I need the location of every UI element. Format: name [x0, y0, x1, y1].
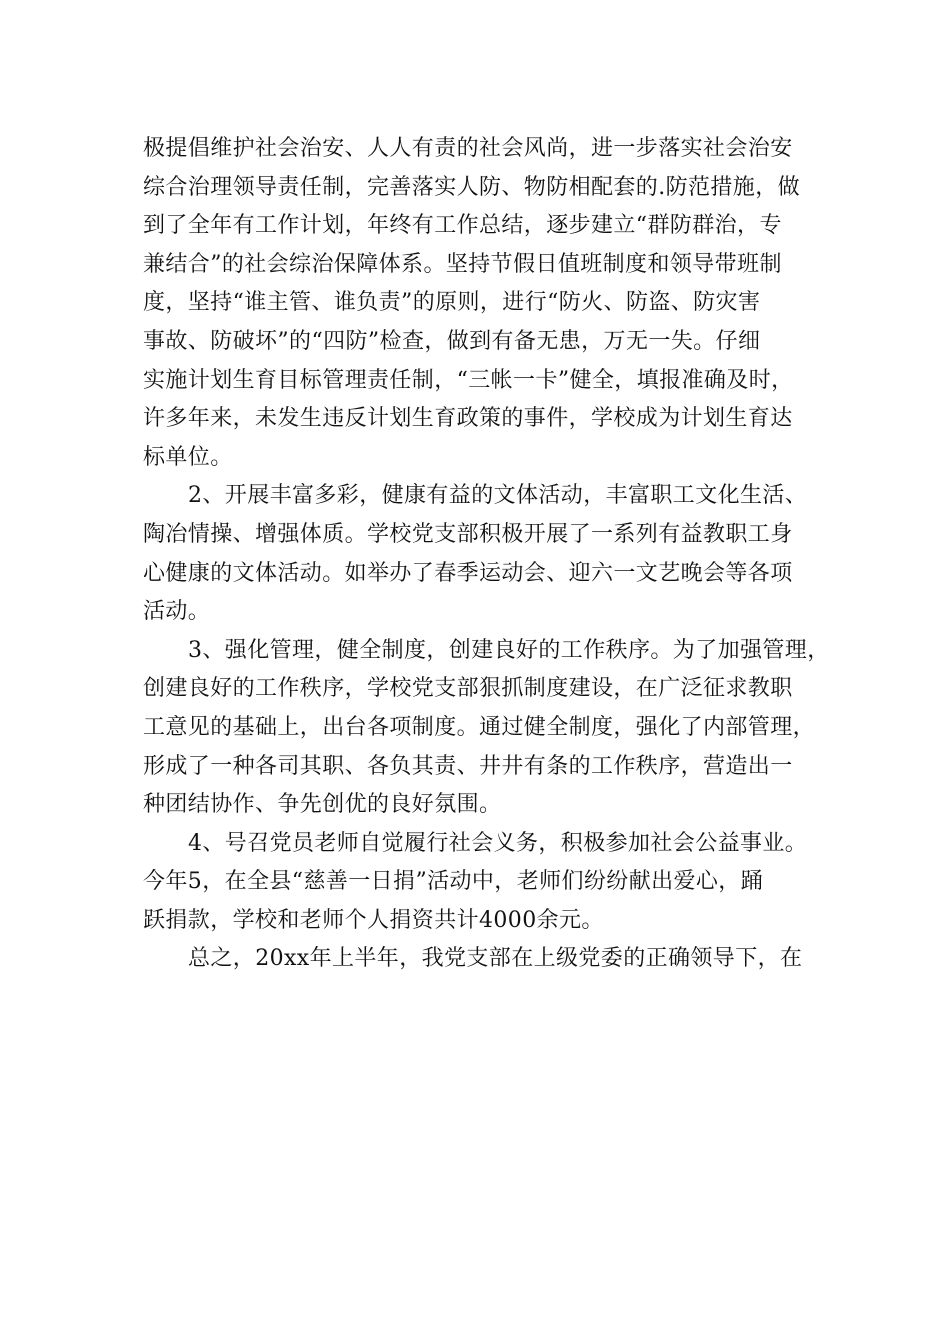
paragraph-4 [143, 825, 823, 941]
document-body [143, 130, 830, 979]
text-line: 许多年来，未发生违反计划生育政策的事件，学校成为计划生育达 [143, 406, 793, 432]
text-line: 事故、防破坏”的“四防”检查，做到有备无患，万无一失。仔细 [143, 328, 761, 354]
paragraph-3 [143, 632, 830, 825]
paragraph-5 [143, 940, 823, 979]
text-line: 活动。 [143, 599, 211, 625]
text-line: 3、强化管理，健全制度，创建良好的工作秩序。为了加强管理， [188, 637, 830, 663]
text-line: 总之，20xx年上半年，我党支部在上级党委的正确领导下，在 [188, 946, 803, 972]
text-line: 工意见的基础上，出台各项制度。通过健全制度，强化了内部管理， [143, 714, 816, 740]
paragraph-1 [143, 130, 823, 477]
text-line: 综合治理领导责任制，完善落实人防、物防相配套的.防范措施，做 [143, 174, 800, 200]
text-line: 实施计划生育目标管理责任制，“三帐一卡”健全，填报准确及时， [143, 367, 794, 393]
paragraph-2 [143, 477, 823, 631]
text-line: 今年5，在全县“慈善一日捐”活动中，老师们纷纷献出爱心，踊 [143, 869, 764, 895]
text-line: 种团结协作、争先创优的良好氛围。 [143, 792, 502, 818]
text-line: 心健康的文体活动。如举办了春季运动会、迎六一文艺晚会等各项 [143, 560, 793, 586]
text-line: 兼结合”的社会综治保障体系。坚持节假日值班制度和领导带班制 [143, 251, 782, 277]
text-line: 4、号召党员老师自觉履行社会义务，积极参加社会公益事业。 [188, 830, 808, 856]
text-line: 标单位。 [143, 444, 233, 470]
text-line: 跃捐款，学校和老师个人捐资共计4000余元。 [143, 907, 604, 933]
text-line: 形成了一种各司其职、各负其责、井井有条的工作秩序，营造出一 [143, 753, 793, 779]
text-line: 陶冶情操、增强体质。学校党支部积极开展了一系列有益教职工身 [143, 521, 793, 547]
text-line: 度，坚持“谁主管、谁负责”的原则，进行“防火、防盗、防灾害 [143, 290, 761, 316]
text-line: 极提倡维护社会治安、人人有责的社会风尚，进一步落实社会治安 [143, 136, 793, 161]
text-line: 2、开展丰富多彩，健康有益的文体活动，丰富职工文化生活、 [188, 483, 808, 509]
text-line: 到了全年有工作计划，年终有工作总结，逐步建立“群防群治，专 [143, 213, 782, 239]
text-line: 创建良好的工作秩序，学校党支部狠抓制度建设，在广泛征求教职 [143, 676, 793, 702]
